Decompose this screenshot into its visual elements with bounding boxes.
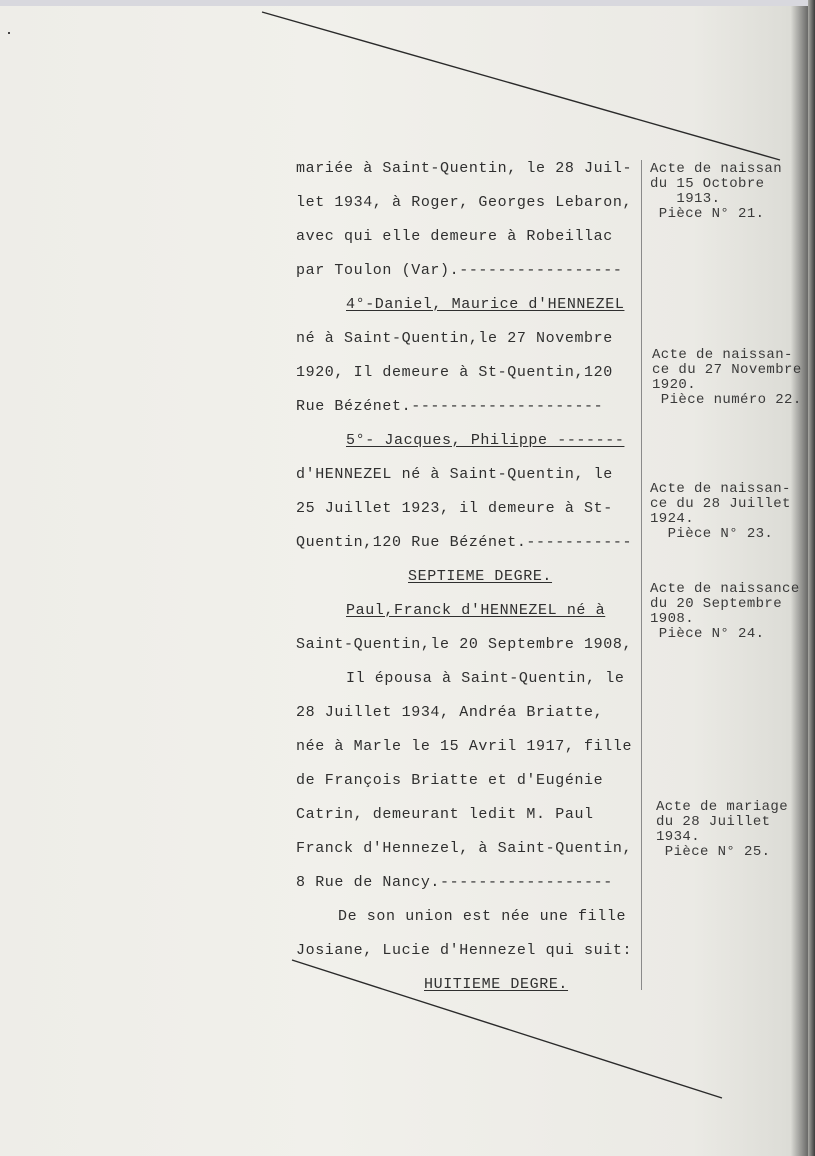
body-line: De son union est née une fille (338, 908, 627, 925)
body-line: Franck d'Hennezel, à Saint-Quentin, (296, 840, 633, 857)
margin-note-marriage-act-25: Acte de mariage du 28 Juillet 1934. Pièce N° 25. (656, 799, 789, 860)
body-line-heading-daniel: 4°-Daniel, Maurice d'HENNEZEL (346, 296, 625, 313)
margin-note-birth-act-24: Acte de naissance du 20 Septembre 1908. Pièce N° 24. (650, 581, 800, 642)
body-line: 28 Juillet 1934, Andréa Briatte, (296, 704, 604, 721)
margin-note-birth-act-21: Acte de naissan du 15 Octobre 1913. Pièce N° 21. (650, 161, 783, 222)
margin-note-birth-act-22: Acte de naissan- ce du 27 Novembre 1920. Pièce numéro 22. (652, 347, 802, 408)
top-diagonal-line (262, 12, 780, 160)
body-line-heading-paul: Paul,Franck d'HENNEZEL né à (346, 602, 606, 619)
body-line: 8 Rue de Nancy.------------------ (296, 874, 613, 891)
margin-note-birth-act-23: Acte de naissan- ce du 28 Juillet 1924. Pièce N° 23. (650, 481, 791, 542)
body-line: 1920, Il demeure à St-Quentin,120 (296, 364, 613, 381)
body-line: né à Saint-Quentin,le 27 Novembre (296, 330, 613, 347)
body-line: Rue Bézénet.-------------------- (296, 398, 604, 415)
body-line: 25 Juillet 1923, il demeure à St- (296, 500, 613, 517)
section-heading-septieme: SEPTIEME DEGRE. (408, 568, 553, 585)
body-line: née à Marle le 15 Avril 1917, fille (296, 738, 633, 755)
body-line-heading-jacques: 5°- Jacques, Philippe ------- (346, 432, 625, 449)
body-line: Il épousa à Saint-Quentin, le (346, 670, 625, 687)
body-line: avec qui elle demeure à Robeillac (296, 228, 613, 245)
body-line: mariée à Saint-Quentin, le 28 Juil- (296, 160, 633, 177)
body-line: de François Briatte et d'Eugénie (296, 772, 604, 789)
body-line: par Toulon (Var).----------------- (296, 262, 623, 279)
section-heading-huitieme: HUITIEME DEGRE. (424, 976, 569, 993)
body-line: Quentin,120 Rue Bézénet.----------- (296, 534, 633, 551)
body-line: Saint-Quentin,le 20 Septembre 1908, (296, 636, 633, 653)
body-line: Josiane, Lucie d'Hennezel qui suit: (296, 942, 633, 959)
body-line: Catrin, demeurant ledit M. Paul (296, 806, 594, 823)
body-line: let 1934, à Roger, Georges Lebaron, (296, 194, 633, 211)
margin-divider-line (641, 160, 642, 990)
body-line: d'HENNEZEL né à Saint-Quentin, le (296, 466, 613, 483)
